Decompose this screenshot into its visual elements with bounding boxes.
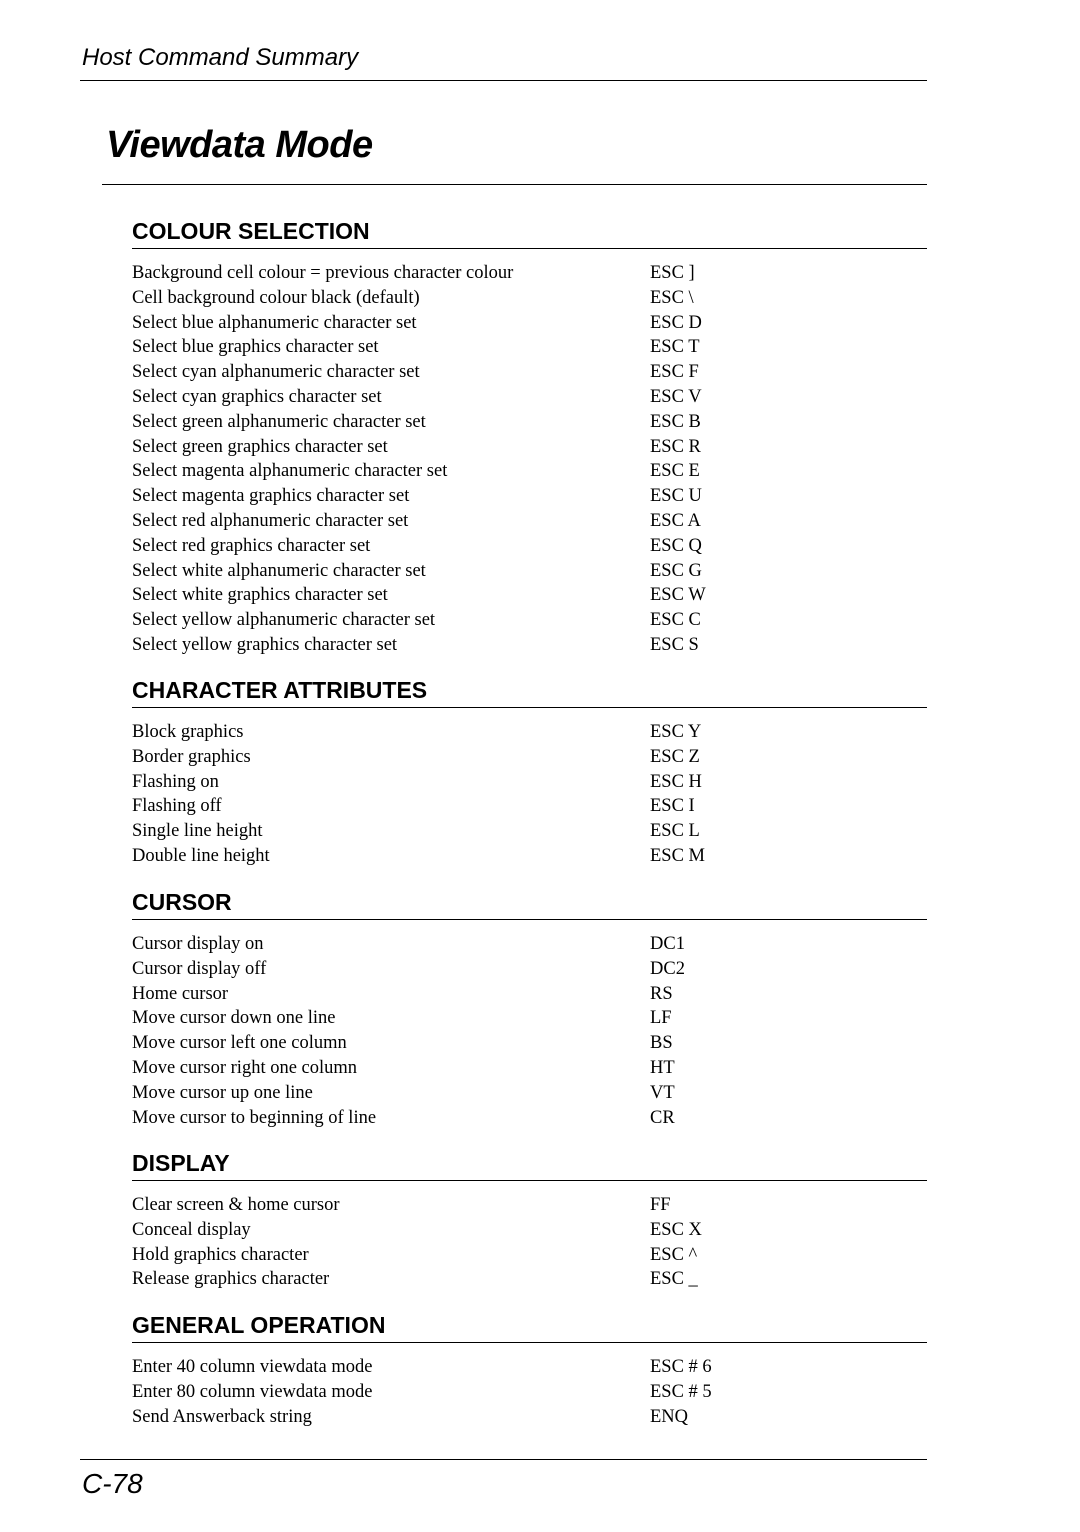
section-heading: GENERAL OPERATION — [132, 1308, 927, 1343]
command-description: Home cursor — [132, 983, 229, 1004]
command-row — [132, 720, 927, 745]
command-code: ESC L — [650, 821, 700, 842]
command-description: Move cursor to beginning of line — [132, 1107, 377, 1128]
command-description: Background cell colour = previous character colour — [132, 263, 514, 283]
command-code: CR — [650, 1107, 675, 1128]
header-rule — [80, 80, 927, 81]
command-row — [132, 1405, 927, 1430]
command-description: Send Answerback string — [132, 1406, 312, 1427]
command-description: Select white alphanumeric character set — [132, 560, 426, 581]
command-row — [132, 509, 927, 534]
command-row — [132, 385, 927, 410]
command-code: ESC A — [650, 510, 701, 531]
command-code: ESC E — [650, 461, 700, 482]
footer-rule — [80, 1459, 927, 1460]
command-row — [132, 794, 927, 819]
section-character-attributes — [132, 673, 927, 869]
command-description: Flashing on — [132, 771, 219, 792]
command-row — [132, 1193, 927, 1218]
section-general-operation — [132, 1308, 927, 1429]
command-code: RS — [650, 983, 673, 1004]
command-row — [132, 1031, 927, 1056]
command-row — [132, 1355, 927, 1380]
command-row — [132, 633, 927, 658]
command-code: DC1 — [650, 934, 685, 954]
command-row — [132, 1056, 927, 1081]
command-row — [132, 844, 927, 869]
command-description: Enter 40 column viewdata mode — [132, 1357, 373, 1377]
section-cursor — [132, 885, 927, 1130]
command-row — [132, 932, 927, 957]
section-heading: DISPLAY — [132, 1146, 927, 1181]
command-code: ESC I — [650, 796, 695, 817]
page-number: C-78 — [82, 1468, 143, 1499]
command-code: ESC ] — [650, 263, 695, 283]
command-code: ESC F — [650, 362, 699, 383]
command-row — [132, 1218, 927, 1243]
command-description: Clear screen & home cursor — [132, 1195, 340, 1215]
command-code: ESC Z — [650, 746, 700, 767]
command-description: Select yellow graphics character set — [132, 634, 398, 655]
command-description: Cursor display off — [132, 958, 267, 979]
command-code: ESC Y — [650, 722, 702, 742]
command-row — [132, 435, 927, 460]
command-list — [132, 720, 927, 869]
command-row — [132, 559, 927, 584]
command-code: VT — [650, 1082, 675, 1103]
command-description: Block graphics — [132, 722, 244, 742]
command-code: ESC M — [650, 845, 706, 866]
command-row — [132, 410, 927, 435]
command-description: Cursor display on — [132, 934, 264, 954]
command-list — [132, 1193, 927, 1292]
command-row — [132, 1243, 927, 1268]
command-description: Hold graphics character — [132, 1244, 309, 1265]
command-description: Release graphics character — [132, 1269, 330, 1290]
command-description: Select magenta alphanumeric character set — [132, 461, 448, 482]
command-code: ESC H — [650, 771, 702, 792]
command-code: BS — [650, 1033, 673, 1054]
command-code: HT — [650, 1057, 675, 1078]
section-heading: CURSOR — [132, 885, 927, 920]
command-code: ENQ — [650, 1406, 689, 1427]
command-description: Select yellow alphanumeric character set — [132, 610, 436, 631]
command-row — [132, 360, 927, 385]
command-code: ESC C — [650, 610, 701, 631]
command-description: Flashing off — [132, 796, 222, 817]
command-row — [132, 1081, 927, 1106]
section-heading: COLOUR SELECTION — [132, 214, 927, 249]
command-code: ESC G — [650, 560, 702, 581]
command-code: ESC V — [650, 386, 702, 407]
command-description: Enter 80 column viewdata mode — [132, 1381, 373, 1402]
command-description: Border graphics — [132, 746, 251, 767]
command-list — [132, 932, 927, 1130]
command-description: Double line height — [132, 845, 270, 866]
command-code: ESC ^ — [650, 1244, 698, 1265]
command-code: ESC # 5 — [650, 1381, 712, 1402]
command-description: Cell background colour black (default) — [132, 287, 420, 308]
command-row — [132, 484, 927, 509]
command-code: ESC # 6 — [650, 1357, 712, 1377]
command-row — [132, 957, 927, 982]
command-code: LF — [650, 1008, 672, 1029]
command-description: Select cyan graphics character set — [132, 386, 382, 407]
command-description: Move cursor right one column — [132, 1057, 358, 1078]
command-row — [132, 1106, 927, 1131]
command-row — [132, 286, 927, 311]
command-row — [132, 459, 927, 484]
page-title: Viewdata Mode — [106, 124, 373, 166]
command-row — [132, 583, 927, 608]
command-description: Move cursor left one column — [132, 1033, 347, 1054]
command-code: ESC \ — [650, 287, 694, 308]
command-description: Move cursor down one line — [132, 1008, 336, 1029]
command-row — [132, 1267, 927, 1292]
command-description: Select blue graphics character set — [132, 337, 379, 358]
command-description: Select cyan alphanumeric character set — [132, 362, 420, 383]
section-heading: CHARACTER ATTRIBUTES — [132, 673, 927, 708]
section-colour-selection — [132, 214, 927, 658]
command-code: ESC B — [650, 411, 701, 432]
command-row — [132, 261, 927, 286]
command-code: ESC Q — [650, 535, 702, 556]
command-description: Select red alphanumeric character set — [132, 510, 409, 531]
command-code: ESC W — [650, 585, 706, 606]
command-code: ESC R — [650, 436, 701, 457]
title-rule — [102, 184, 927, 185]
command-row — [132, 770, 927, 795]
section-display — [132, 1146, 927, 1292]
command-list — [132, 261, 927, 658]
command-code: DC2 — [650, 958, 685, 979]
command-description: Select white graphics character set — [132, 585, 388, 606]
command-code: ESC X — [650, 1219, 702, 1240]
command-description: Move cursor up one line — [132, 1082, 313, 1103]
command-row — [132, 745, 927, 770]
command-description: Single line height — [132, 821, 263, 842]
command-code: ESC U — [650, 486, 702, 507]
command-code: ESC S — [650, 634, 699, 655]
command-row — [132, 819, 927, 844]
command-code: ESC _ — [650, 1269, 698, 1290]
command-row — [132, 534, 927, 559]
command-description: Select blue alphanumeric character set — [132, 312, 417, 333]
command-description: Conceal display — [132, 1219, 251, 1240]
command-code: ESC D — [650, 312, 702, 333]
command-row — [132, 608, 927, 633]
command-row — [132, 1006, 927, 1031]
command-code: FF — [650, 1195, 671, 1215]
command-description: Select green graphics character set — [132, 436, 388, 457]
command-description: Select red graphics character set — [132, 535, 371, 556]
command-code: ESC T — [650, 337, 700, 358]
command-description: Select green alphanumeric character set — [132, 411, 426, 432]
command-row — [132, 982, 927, 1007]
command-row — [132, 311, 927, 336]
command-row — [132, 1380, 927, 1405]
command-row — [132, 335, 927, 360]
command-description: Select magenta graphics character set — [132, 486, 410, 507]
running-header: Host Command Summary — [82, 44, 359, 71]
command-list — [132, 1355, 927, 1429]
